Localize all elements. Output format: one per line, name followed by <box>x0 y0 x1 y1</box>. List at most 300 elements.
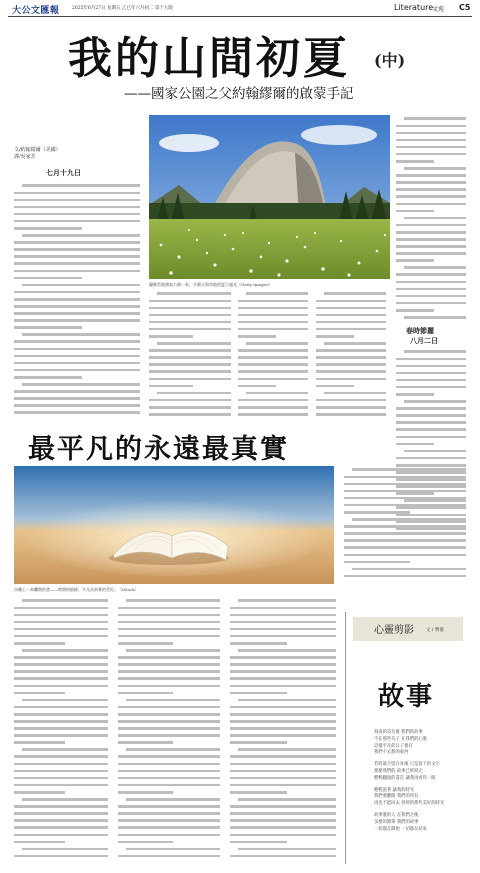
text-line <box>238 382 310 389</box>
text-line <box>14 388 142 395</box>
text-line-placeholder <box>14 319 140 322</box>
text-line <box>118 817 222 824</box>
text-line-placeholder <box>149 335 193 338</box>
text-line-placeholder <box>230 720 336 723</box>
body-column-3 <box>238 290 310 418</box>
text-line <box>14 239 142 246</box>
text-line <box>344 544 468 551</box>
text-line <box>14 718 110 725</box>
text-line <box>396 250 468 257</box>
text-line-placeholder <box>14 312 140 315</box>
text-line <box>14 753 110 760</box>
text-line <box>14 296 142 303</box>
text-line <box>396 122 468 129</box>
text-line-placeholder <box>316 335 354 338</box>
text-line <box>14 303 142 310</box>
text-line <box>344 509 468 516</box>
text-line-placeholder <box>14 248 140 251</box>
section-name: Literature <box>394 3 434 12</box>
text-line-placeholder <box>238 349 308 352</box>
text-line-placeholder <box>404 167 466 170</box>
text-line-placeholder <box>230 642 287 645</box>
text-line <box>14 260 142 267</box>
text-line-placeholder <box>404 316 466 319</box>
text-line-placeholder <box>230 621 336 624</box>
text-line-placeholder <box>344 554 466 557</box>
poetry-banner-title: 心靈剪影 <box>374 625 414 636</box>
text-line-placeholder <box>396 259 434 262</box>
poem-line: 寫成的詩句裏 我們的故事 <box>374 730 423 735</box>
text-line <box>396 165 468 172</box>
text-line-placeholder <box>118 784 220 787</box>
text-line <box>118 703 222 710</box>
text-line-placeholder <box>230 713 336 716</box>
text-line-placeholder <box>14 255 140 258</box>
text-line-placeholder <box>118 855 220 858</box>
text-line <box>118 845 222 852</box>
masthead: 大公文匯報 <box>12 6 60 16</box>
text-line <box>14 409 142 416</box>
text-line-placeholder <box>396 288 466 291</box>
text-line-placeholder <box>14 614 108 617</box>
text-line-placeholder <box>149 413 231 416</box>
text-line-placeholder <box>14 642 65 645</box>
text-line-placeholder <box>14 362 140 365</box>
text-line-placeholder <box>344 497 466 500</box>
text-line <box>118 725 222 732</box>
text-line <box>118 675 222 682</box>
text-line <box>14 381 142 388</box>
text-line-placeholder <box>324 292 386 295</box>
text-line <box>149 290 233 297</box>
text-line <box>14 852 110 859</box>
text-line <box>230 753 338 760</box>
text-line-placeholder <box>118 841 173 844</box>
page-number: C5 <box>459 3 471 12</box>
text-line-placeholder <box>246 342 308 345</box>
text-line <box>230 789 338 796</box>
text-line-placeholder <box>238 798 336 801</box>
text-line-placeholder <box>396 457 466 460</box>
poem-line: 再也不能回去 曾經的那些美好的時光 <box>374 801 445 807</box>
text-line <box>149 340 233 347</box>
text-line-placeholder <box>14 262 140 265</box>
text-line <box>14 696 110 703</box>
text-line-placeholder <box>14 741 65 744</box>
text-line-placeholder <box>396 153 466 156</box>
text-line-placeholder <box>404 117 466 120</box>
text-line <box>238 318 310 325</box>
text-line-placeholder <box>14 270 140 273</box>
text-line <box>14 817 110 824</box>
text-line-placeholder <box>238 413 308 416</box>
date-heading-2: 春時節麗 <box>406 326 434 335</box>
text-line <box>118 647 222 654</box>
text-line <box>396 391 468 398</box>
text-line-placeholder <box>14 784 108 787</box>
text-line-placeholder <box>230 635 336 638</box>
text-line <box>316 311 388 318</box>
text-line <box>316 396 388 403</box>
text-line-placeholder <box>118 670 220 673</box>
text-line-placeholder <box>316 385 354 388</box>
text-line-placeholder <box>230 656 336 659</box>
text-line <box>118 718 222 725</box>
text-line-placeholder <box>118 706 220 709</box>
text-line <box>396 207 468 214</box>
text-line-placeholder <box>157 392 231 395</box>
text-line <box>396 136 468 143</box>
text-line-placeholder <box>396 281 466 284</box>
text-line-placeholder <box>404 450 466 453</box>
text-line <box>396 214 468 221</box>
date-heading: 七月十九日 <box>46 168 81 177</box>
text-line <box>14 760 110 767</box>
text-line-placeholder <box>157 292 231 295</box>
text-line <box>230 852 338 859</box>
text-line-placeholder <box>396 224 466 227</box>
text-line <box>118 711 222 718</box>
section-sub-label: 文苑 <box>432 6 445 13</box>
text-line <box>14 310 142 317</box>
text-line <box>396 158 468 165</box>
text-line-placeholder <box>344 525 466 528</box>
text-line <box>230 845 338 852</box>
text-line-placeholder <box>316 399 386 402</box>
text-line <box>14 597 110 604</box>
text-line <box>149 325 233 332</box>
text-line-placeholder <box>230 826 336 829</box>
text-line-placeholder <box>344 546 466 549</box>
text-line <box>238 347 310 354</box>
text-line <box>14 232 142 239</box>
text-line-placeholder <box>149 328 231 331</box>
text-line <box>396 243 468 250</box>
text-line <box>396 362 468 369</box>
text-line-placeholder <box>396 231 466 234</box>
text-line <box>14 366 142 373</box>
poem-line: 這樣平凡的日子裏有 <box>374 743 413 749</box>
text-line-placeholder <box>246 392 308 395</box>
text-line-placeholder <box>396 428 466 431</box>
text-line <box>149 375 233 382</box>
text-line <box>344 501 468 508</box>
text-line <box>396 398 468 405</box>
text-line-placeholder <box>14 355 140 358</box>
text-line-placeholder <box>230 692 287 695</box>
date-heading-2b: 八月二日 <box>410 336 438 345</box>
text-line-placeholder <box>238 406 308 409</box>
text-line <box>149 368 233 375</box>
text-line-placeholder <box>126 699 220 702</box>
text-line <box>14 711 110 718</box>
text-line <box>396 193 468 200</box>
text-line <box>14 767 110 774</box>
text-line <box>396 285 468 292</box>
text-line <box>316 340 388 347</box>
text-line <box>396 200 468 207</box>
text-line-placeholder <box>149 363 231 366</box>
text-line <box>230 746 338 753</box>
text-line <box>396 447 468 454</box>
text-line-placeholder <box>22 798 108 801</box>
text-line <box>14 668 110 675</box>
text-line-placeholder <box>230 834 336 837</box>
text-line <box>230 817 338 824</box>
text-line <box>238 404 310 411</box>
text-line-placeholder <box>22 699 108 702</box>
text-line-placeholder <box>14 192 140 195</box>
text-line-placeholder <box>118 770 220 773</box>
text-line <box>344 572 468 579</box>
text-line <box>149 304 233 311</box>
text-line-placeholder <box>230 784 336 787</box>
text-line <box>396 440 468 447</box>
text-line <box>344 494 468 501</box>
text-line-placeholder <box>14 826 108 829</box>
text-line-placeholder <box>238 321 308 324</box>
text-line <box>149 389 233 396</box>
text-line <box>14 732 110 739</box>
text-line-placeholder <box>14 298 140 301</box>
text-line-placeholder <box>230 670 336 673</box>
text-line <box>149 404 233 411</box>
half-dome-photo <box>149 115 390 279</box>
text-line <box>230 725 338 732</box>
text-line-placeholder <box>149 356 231 359</box>
text-line-placeholder <box>316 406 386 409</box>
text-line-placeholder <box>14 241 140 244</box>
text-line-placeholder <box>396 132 466 135</box>
text-line-placeholder <box>14 206 140 209</box>
text-line <box>316 318 388 325</box>
text-line <box>14 217 142 224</box>
text-line-placeholder <box>118 635 220 638</box>
text-line-placeholder <box>396 203 466 206</box>
text-line-placeholder <box>230 734 336 737</box>
text-line-placeholder <box>14 713 108 716</box>
text-line-placeholder <box>344 575 466 578</box>
text-line <box>230 618 338 625</box>
text-line <box>316 290 388 297</box>
text-line <box>149 411 233 418</box>
text-line <box>316 404 388 411</box>
text-line-placeholder <box>230 607 336 610</box>
text-line-placeholder <box>149 314 231 317</box>
article-title-part: (中) <box>374 51 406 70</box>
text-line-placeholder <box>396 414 466 417</box>
article-title-2: 最平凡的永遠最真實 <box>28 434 289 465</box>
text-line <box>396 412 468 419</box>
text-line <box>14 402 142 409</box>
text-line-placeholder <box>118 713 220 716</box>
text-line-placeholder <box>238 848 336 851</box>
text-line <box>118 604 222 611</box>
text-line-placeholder <box>316 321 386 324</box>
text-line <box>396 229 468 236</box>
text-line <box>149 333 233 340</box>
text-line <box>149 354 233 361</box>
body-column-4 <box>316 290 388 418</box>
text-line <box>14 345 142 352</box>
text-line <box>14 196 142 203</box>
text-line <box>396 129 468 136</box>
text-line-placeholder <box>238 699 336 702</box>
text-line <box>396 221 468 228</box>
text-line <box>14 395 142 402</box>
text-line <box>238 340 310 347</box>
text-line-placeholder <box>396 379 466 382</box>
text-line-placeholder <box>396 443 434 446</box>
text-line-placeholder <box>14 777 108 780</box>
text-line <box>118 689 222 696</box>
text-line <box>118 803 222 810</box>
byline-translator: 譯/吳家芳 <box>14 154 36 160</box>
text-line <box>316 333 388 340</box>
text-line-placeholder <box>118 614 220 617</box>
text-line <box>14 739 110 746</box>
text-line <box>396 454 468 461</box>
text-line <box>344 473 468 480</box>
text-line <box>118 696 222 703</box>
text-line-placeholder <box>118 720 220 723</box>
text-line-placeholder <box>118 663 220 666</box>
text-line <box>230 718 338 725</box>
text-line-placeholder <box>230 706 336 709</box>
text-line <box>344 530 468 537</box>
text-line-placeholder <box>14 834 108 837</box>
text-line <box>230 760 338 767</box>
text-line-placeholder <box>14 734 108 737</box>
text-line-placeholder <box>14 656 108 659</box>
text-line-placeholder <box>396 295 466 298</box>
text-line <box>316 354 388 361</box>
text-line-placeholder <box>316 314 386 317</box>
text-line-placeholder <box>396 358 466 361</box>
text-line-placeholder <box>118 677 220 680</box>
text-line <box>14 647 110 654</box>
text-line <box>118 625 222 632</box>
text-line <box>238 304 310 311</box>
text-line <box>230 640 338 647</box>
text-line <box>230 654 338 661</box>
poem-stanza <box>374 762 444 782</box>
text-line-placeholder <box>14 841 65 844</box>
text-line-placeholder <box>230 805 336 808</box>
text-line-placeholder <box>238 300 308 303</box>
text-line <box>149 297 233 304</box>
text-line <box>230 774 338 781</box>
text-line-placeholder <box>396 407 466 410</box>
text-line-placeholder <box>149 399 231 402</box>
text-line-placeholder <box>316 378 386 381</box>
text-line <box>230 803 338 810</box>
text-line <box>230 682 338 689</box>
text-line-placeholder <box>157 342 231 345</box>
text-line-placeholder <box>396 386 466 389</box>
text-line-placeholder <box>404 350 466 353</box>
text-line-placeholder <box>238 378 308 381</box>
text-line-placeholder <box>396 139 466 142</box>
poem-line: 一切都在開始 一切都在結束 <box>374 826 427 832</box>
text-line <box>14 225 142 232</box>
text-line-placeholder <box>396 302 466 305</box>
text-line-placeholder <box>14 213 140 216</box>
text-line <box>118 682 222 689</box>
text-line <box>14 352 142 359</box>
text-line-placeholder <box>14 411 140 414</box>
text-line <box>316 347 388 354</box>
text-line <box>396 307 468 314</box>
text-line <box>238 297 310 304</box>
poem-line: 我們不去想的東西 <box>374 750 409 756</box>
text-line-placeholder <box>230 777 336 780</box>
text-line-placeholder <box>14 670 108 673</box>
text-line <box>316 382 388 389</box>
text-line-placeholder <box>396 245 466 248</box>
text-line <box>14 288 142 295</box>
text-line <box>230 796 338 803</box>
text-line-placeholder <box>396 160 434 163</box>
text-line <box>344 487 468 494</box>
photo-caption-2: 沙灘上一本攤開的書——時間的痕跡，平凡而真實的美好。（iStock） <box>14 587 139 592</box>
text-line-placeholder <box>149 300 231 303</box>
text-line-placeholder <box>118 741 173 744</box>
text-line <box>230 604 338 611</box>
text-line <box>316 297 388 304</box>
text-line <box>230 597 338 604</box>
text-line <box>14 267 142 274</box>
text-line <box>396 292 468 299</box>
text-line-placeholder <box>149 307 231 310</box>
text-line-placeholder <box>14 348 140 351</box>
text-line-placeholder <box>14 305 140 308</box>
text-line-placeholder <box>14 692 65 695</box>
text-line-placeholder <box>22 748 108 751</box>
text-line <box>14 274 142 281</box>
text-line <box>230 739 338 746</box>
text-line-placeholder <box>238 363 308 366</box>
text-line-placeholder <box>14 819 108 822</box>
text-line-placeholder <box>118 791 173 794</box>
text-line <box>238 411 310 418</box>
text-line-placeholder <box>118 727 220 730</box>
text-line <box>344 466 468 473</box>
text-line-placeholder <box>230 755 336 758</box>
text-line <box>14 796 110 803</box>
text-line-placeholder <box>230 677 336 680</box>
text-line-placeholder <box>14 720 108 723</box>
body-column-7 <box>344 466 468 586</box>
text-line <box>118 668 222 675</box>
text-line-placeholder <box>404 400 466 403</box>
poem-line: 輕輕說著 讓我的時光 <box>374 787 415 793</box>
article-subtitle: ——國家公園之父約翰繆爾的啟蒙手記 <box>124 86 354 102</box>
text-line-placeholder <box>14 621 108 624</box>
text-line-placeholder <box>316 356 386 359</box>
body-column-10 <box>230 597 338 863</box>
text-line <box>14 632 110 639</box>
text-line <box>396 150 468 157</box>
text-line <box>149 382 233 389</box>
text-line <box>14 675 110 682</box>
text-line-placeholder <box>149 406 231 409</box>
poem-line: 那麼我們的 故事已經寫完 <box>374 768 423 774</box>
text-line <box>396 314 468 321</box>
text-line-placeholder <box>14 855 108 858</box>
text-line-placeholder <box>344 511 410 514</box>
text-line-placeholder <box>14 397 140 400</box>
